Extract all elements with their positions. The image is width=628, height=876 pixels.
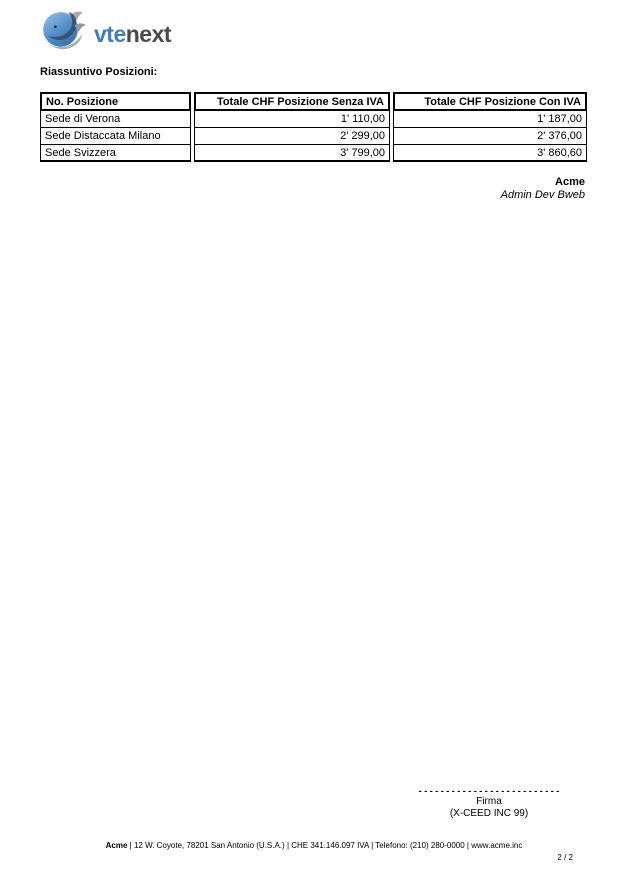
page-number: 2 / 2 (557, 853, 573, 862)
cell-con-iva-row2: 2' 376,00 (393, 128, 587, 145)
cell-senza-iva-row2: 2' 299,00 (194, 128, 390, 145)
signoff-block (501, 176, 585, 202)
signature-name: (X-CEED INC 99) (449, 808, 529, 819)
header-no-posizione: No. Posizione (40, 92, 191, 111)
vtenext-wordmark (94, 21, 171, 48)
signature-block (408, 787, 570, 820)
section-title: Riassuntivo Posizioni: (40, 66, 158, 78)
signature-line: - - - - - - - - - - - - - - - - - - - - - - - - - - (418, 786, 560, 796)
column-posizione (40, 92, 191, 162)
wordmark-vte: vte (94, 20, 126, 47)
signoff-user: Admin Dev Bweb (500, 189, 585, 201)
signature-label: Firma (476, 796, 502, 807)
header-senza-iva: Totale CHF Posizione Senza IVA (194, 92, 390, 111)
cell-posizione-row3: Sede Svizzera (40, 145, 191, 162)
vtenext-logo (38, 8, 171, 56)
column-senza-iva (194, 92, 390, 162)
cell-con-iva-row1: 1' 187,00 (393, 111, 587, 128)
header-con-iva: Totale CHF Posizione Con IVA (393, 92, 587, 111)
column-con-iva (393, 92, 587, 162)
cell-posizione-row2: Sede Distaccata Milano (40, 128, 191, 145)
cell-posizione-row1: Sede di Verona (40, 111, 191, 128)
footer (0, 841, 628, 850)
footer-details: | 12 W. Coyote, 78201 San Antonio (U.S.A.) | CHE 341.146.097 IVA | Telefono: (210) 280-0000 | www.acme.inc (127, 841, 523, 850)
wordmark-next: next (125, 20, 172, 47)
signoff-company: Acme (555, 176, 585, 188)
positions-summary-table (40, 92, 587, 162)
cell-senza-iva-row1: 1' 110,00 (194, 111, 390, 128)
cell-senza-iva-row3: 3' 799,00 (194, 145, 390, 162)
footer-company: Acme (105, 841, 128, 850)
vtenext-whale-icon (38, 7, 90, 57)
cell-con-iva-row3: 3' 860,60 (393, 145, 587, 162)
